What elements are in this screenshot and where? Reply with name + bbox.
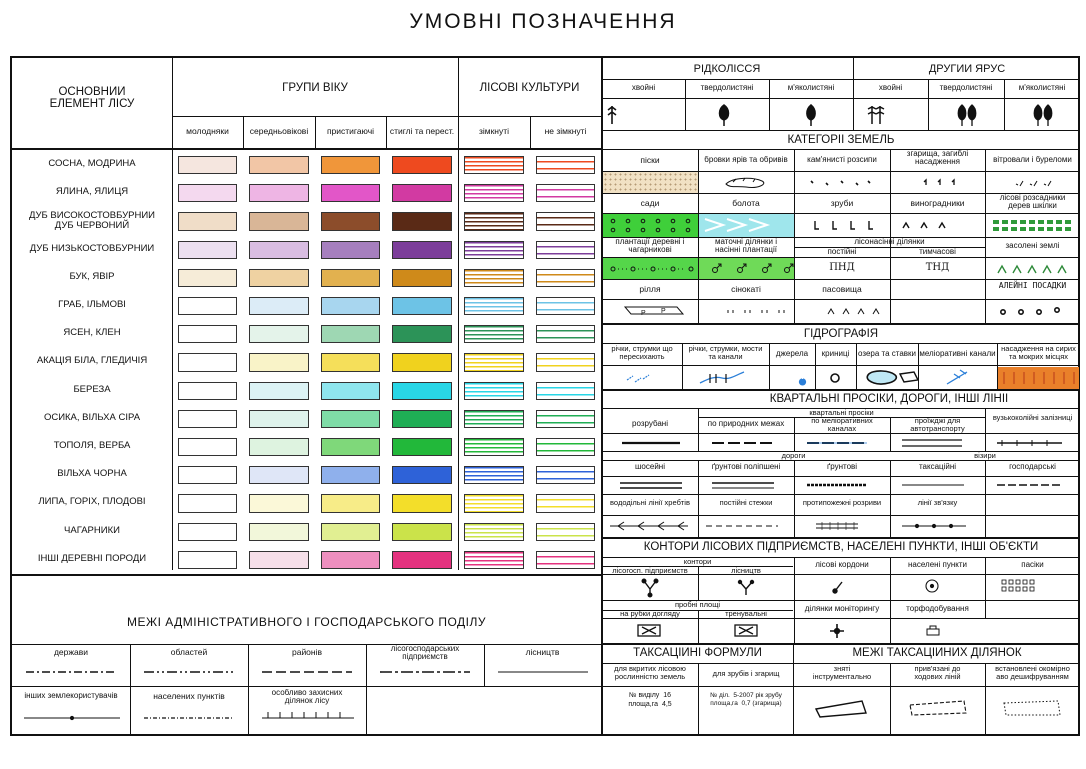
- species-name: ВІЛЬХА ЧОРНА: [57, 469, 127, 480]
- roads-natural: по природних межах: [707, 420, 785, 428]
- yarus-hardwood: твердолистяні: [939, 84, 993, 92]
- road-symbols-row3: [602, 516, 1080, 537]
- forest-culture-swatch: [464, 523, 524, 541]
- forest-culture-swatch: [536, 410, 595, 428]
- age-group-swatch: [321, 325, 380, 343]
- land-categories-title: КАТЕГОРІЇ ЗЕМЕЛЬ: [787, 134, 895, 146]
- forest-culture-swatch: [536, 269, 595, 287]
- kat-seed-plots: лісонасінні ділянки: [854, 238, 925, 246]
- forest-culture-swatch: [536, 353, 595, 371]
- grid-line: [602, 389, 1080, 391]
- kat-mother-plots: маточні ділянки і насінні плантації: [714, 238, 778, 255]
- age-group-swatch: [249, 438, 309, 456]
- subheader-premature: пристигаючі: [326, 127, 375, 136]
- forest-culture-swatch: [536, 523, 595, 541]
- kat-windfall: вітровали і буреломи: [993, 156, 1072, 164]
- grid-line: [12, 644, 601, 645]
- hydro-symbols: [602, 366, 1080, 389]
- offices-thinning: на рубки догляду: [620, 610, 680, 618]
- land-symbols-row1: [698, 172, 1080, 193]
- forest-culture-swatch: [464, 494, 524, 512]
- formula-example-forest: № виділу 16 площа,га 4,5: [628, 692, 672, 708]
- offices-cordons: лісові кордони: [815, 561, 869, 569]
- offices-training: тренувальні: [725, 610, 767, 618]
- age-group-swatch: [249, 523, 309, 541]
- roads-narrow-rail: вузькоколійні залізниці: [992, 414, 1073, 422]
- age-group-swatch: [392, 494, 452, 512]
- age-group-swatch: [321, 241, 380, 259]
- grid-line: [602, 460, 1080, 461]
- forest-culture-swatch: [536, 382, 595, 400]
- subheader-young: молодняки: [186, 127, 229, 136]
- yarus-softwood: м'яколистяні: [1018, 84, 1066, 92]
- hydro-canals: меліоративні канали: [919, 350, 996, 358]
- species-name: БУК, ЯВІР: [69, 271, 115, 282]
- age-group-swatch: [178, 184, 237, 202]
- ridk-conifer: хвойні: [631, 84, 656, 92]
- forest-culture-swatch: [536, 184, 595, 202]
- grid-line: [602, 537, 1080, 539]
- kat-plantations: плантації деревні і чагарникові: [615, 238, 685, 255]
- age-group-swatch: [178, 297, 237, 315]
- yarus-conifer: хвойні: [878, 84, 903, 92]
- age-group-swatch: [321, 494, 380, 512]
- age-group-swatch: [392, 551, 452, 569]
- age-group-swatch: [321, 184, 380, 202]
- kat-vineyards: виноградники: [910, 199, 965, 208]
- roads-improved: ґрунтові поліпшені: [711, 463, 781, 471]
- age-groups-header: ГРУПИ ВІКУ: [282, 82, 348, 94]
- grid-line: [602, 130, 1080, 131]
- species-name: ЯСЕН, КЛЕН: [63, 328, 121, 339]
- roads-economic: господарські: [1009, 463, 1056, 471]
- boundary-tied: прив'язані до ходових ліній: [914, 665, 961, 681]
- age-group-swatch: [178, 325, 237, 343]
- forest-culture-swatch: [464, 410, 524, 428]
- roads-melioration: по меліоративних каналах: [811, 417, 873, 433]
- age-group-swatch: [249, 410, 309, 428]
- forest-culture-swatch: [536, 466, 595, 484]
- admin-label-enterprise: лісогосподарських підприємств: [390, 645, 460, 662]
- age-group-swatch: [178, 494, 237, 512]
- softwood-pair-icon: [1034, 105, 1052, 126]
- plot-boundary-symbols: [794, 687, 1080, 733]
- formulas-title: ТАКСАЦІЙНІ ФОРМУЛИ: [633, 647, 762, 659]
- grid-line: [12, 686, 601, 687]
- species-name: ДУБ ВИСОКОСТОВБУРНИЙ ДУБ ЧЕРВОНИЙ: [28, 211, 156, 232]
- age-group-swatch: [249, 382, 309, 400]
- office-symbols: [602, 575, 1080, 600]
- subheader-closed: зімкнуті: [478, 127, 510, 136]
- age-group-swatch: [178, 466, 237, 484]
- page-title: УМОВНІ ПОЗНАЧЕННЯ: [409, 10, 677, 33]
- forest-culture-swatch: [536, 494, 595, 512]
- age-group-swatch: [178, 212, 237, 230]
- admin-label-protected: особливо захисних ділянок лісу: [271, 689, 343, 706]
- seed-temporary-symbol: ТНД: [925, 262, 950, 273]
- age-group-swatch: [321, 212, 380, 230]
- main-element-header: ОСНОВНИЙ ЕЛЕМЕНТ ЛІСУ: [49, 86, 135, 111]
- age-group-swatch: [392, 438, 452, 456]
- age-group-swatch: [249, 156, 309, 174]
- forest-culture-swatch: [536, 241, 595, 259]
- age-group-swatch: [392, 523, 452, 541]
- plot-symbols: [602, 619, 1080, 643]
- forest-culture-swatch: [464, 438, 524, 456]
- forest-culture-swatch: [464, 325, 524, 343]
- species-name: ОСИКА, ВІЛЬХА СІРА: [43, 412, 141, 423]
- land-symbols-row2: [603, 214, 1080, 237]
- age-group-swatch: [249, 466, 309, 484]
- boundary-instrumental: зняті інструментально: [812, 665, 872, 681]
- species-name: ЧАГАРНИКИ: [64, 525, 120, 536]
- species-name: ЯЛИНА, ЯЛИЦЯ: [55, 187, 129, 198]
- age-group-swatch: [249, 184, 309, 202]
- age-group-swatch: [321, 523, 380, 541]
- grid-line: [12, 148, 601, 150]
- species-name: АКАЦІЯ БІЛА, ГЛЕДИЧІЯ: [36, 356, 148, 367]
- forest-culture-swatch: [464, 212, 524, 230]
- age-group-swatch: [392, 212, 452, 230]
- age-group-swatch: [321, 297, 380, 315]
- species-name: ІНШІ ДЕРЕВНІ ПОРОДИ: [37, 553, 147, 564]
- roads-dirt: ґрунтові: [826, 463, 858, 471]
- offices-forestry: лісництв: [731, 567, 761, 575]
- roads-quarter-clearings: квартальні просіки: [809, 409, 874, 417]
- hydro-drying-streams: річки, струмки що пересихають: [611, 345, 673, 361]
- tree-symbols: [602, 100, 1080, 130]
- admin-boundary-lines: [12, 658, 601, 684]
- offices-sample-plots: пробні площі: [674, 601, 721, 609]
- age-group-swatch: [178, 551, 237, 569]
- subheader-middle: середньовікові: [249, 127, 309, 136]
- age-group-swatch: [249, 297, 309, 315]
- grid-line: [602, 149, 1080, 150]
- roads-sightlines-label: візири: [974, 452, 996, 460]
- species-name: БЕРЕЗА: [73, 384, 111, 395]
- forest-culture-swatch: [464, 269, 524, 287]
- age-group-swatch: [392, 241, 452, 259]
- kat-nurseries: лісові розсадники дерев шкілки: [999, 194, 1066, 211]
- age-group-swatch: [178, 523, 237, 541]
- seed-permanent-symbol: ПНД: [829, 262, 855, 273]
- roads-firebreaks: протипожежні розриви: [802, 499, 882, 507]
- plot-boundaries-title: МЕЖІ ТАКСАЦІЙНИХ ДІЛЯНОК: [852, 647, 1022, 659]
- grid-line: [602, 98, 1080, 99]
- forest-culture-swatch: [536, 551, 595, 569]
- species-name: ТОПОЛЯ, ВЕРБА: [53, 441, 131, 451]
- age-group-swatch: [392, 410, 452, 428]
- ridk-softwood: м'яколистяні: [787, 84, 835, 92]
- grid-line: [12, 574, 601, 576]
- age-group-swatch: [178, 156, 237, 174]
- forest-culture-swatch: [536, 156, 595, 174]
- grid-line: [602, 79, 1080, 80]
- age-group-swatch: [249, 269, 309, 287]
- kat-ravines: бровки ярів та обривів: [704, 156, 788, 164]
- hydro-wet-plantings: насадження на сирих та мокрих місцях: [1001, 345, 1076, 361]
- age-group-swatch: [178, 382, 237, 400]
- species-name: ДУБ НИЗЬКОСТОВБУРНИЙ: [29, 243, 155, 254]
- sands-swatch: [603, 172, 698, 193]
- age-group-swatch: [392, 297, 452, 315]
- admin-label-state: держави: [53, 648, 89, 657]
- age-group-swatch: [178, 353, 237, 371]
- age-group-swatch: [321, 353, 380, 371]
- offices-monitoring: ділянки моніторингу: [804, 605, 880, 613]
- roads-comm-lines: лінії зв'язку: [917, 499, 958, 507]
- age-group-swatch: [249, 325, 309, 343]
- conifer-tree-icon: [608, 106, 616, 124]
- grid-line: [602, 279, 1080, 280]
- legend-sheet: [10, 56, 1080, 736]
- forest-culture-swatch: [464, 184, 524, 202]
- age-group-swatch: [392, 184, 452, 202]
- forest-culture-swatch: [464, 551, 524, 569]
- roads-vehicle: проїжджі для автотранспорту: [910, 417, 965, 433]
- age-group-swatch: [321, 551, 380, 569]
- age-group-swatch: [178, 269, 237, 287]
- age-group-swatch: [321, 410, 380, 428]
- admin-label-settlements: населених пунктів: [153, 692, 225, 701]
- offices-label: контори: [683, 558, 712, 566]
- softwood-tree-icon: [807, 105, 815, 126]
- kat-swamps: болота: [732, 199, 760, 208]
- age-group-swatch: [392, 466, 452, 484]
- kat-sands: піски: [640, 156, 660, 165]
- age-group-swatch: [321, 438, 380, 456]
- formula-example-clearcut: № діл. 5-2007 рік зрубу площа,га 0,7 (згарища): [710, 692, 782, 708]
- forest-culture-swatch: [464, 156, 524, 174]
- roads-title: КВАРТАЛЬНІ ПРОСІКИ, ДОРОГИ, ІНШІ ЛІНІЇ: [769, 393, 1009, 405]
- forest-culture-swatch: [464, 382, 524, 400]
- forest-cultures-header: ЛІСОВІ КУЛЬТУРИ: [479, 82, 580, 94]
- roads-highway: шосейні: [635, 463, 665, 471]
- admin-label-forestry: лісництв: [525, 648, 560, 657]
- age-group-swatch: [321, 382, 380, 400]
- age-group-swatch: [392, 353, 452, 371]
- kat-hayfields: сінокаті: [731, 285, 761, 294]
- kat-saline: засолені землі: [1005, 242, 1060, 250]
- admin-label-other-users: інших землекористувачів: [24, 692, 118, 700]
- grid-line: [602, 643, 1080, 645]
- age-group-swatch: [321, 269, 380, 287]
- age-group-swatch: [249, 212, 309, 230]
- kat-seed-permanent: постійні: [827, 248, 857, 256]
- kat-pastures: пасовища: [822, 285, 862, 294]
- offices-title: КОНТОРИ ЛІСОВИХ ПІДПРИЄМСТВ, НАСЕЛЕНІ ПУНКТИ, ІНШІ ОБ'ЄКТИ: [643, 541, 1039, 553]
- formula-clearcuts: для зрубів і згарищ: [712, 670, 780, 678]
- subheader-mature: стиглі та перест.: [389, 127, 455, 136]
- age-group-swatch: [249, 494, 309, 512]
- road-symbols-row2: [602, 477, 1080, 494]
- roads-taxation: таксаційні: [918, 463, 957, 471]
- hydro-rivers: річки, струмки, мости та канали: [688, 345, 763, 361]
- conifer-pair-icon: [868, 106, 884, 124]
- admin-label-oblast: областей: [170, 648, 208, 657]
- admin-title: МЕЖІ АДМІНІСТРАТИВНОГО І ГОСПОДАРСЬКОГО ПОДІЛУ: [127, 616, 486, 629]
- forest-culture-swatch: [536, 212, 595, 230]
- forest-culture-swatch: [464, 241, 524, 259]
- grid-line: [602, 663, 1080, 664]
- admin-label-raion: районів: [291, 648, 323, 657]
- roads-watershed: вододільні лінії хребтів: [610, 499, 690, 507]
- hardwood-tree-icon: [720, 105, 729, 126]
- forest-culture-swatch: [536, 297, 595, 315]
- formula-forest-land: для вкритих лісовою рослинністю земель: [614, 665, 686, 681]
- age-group-swatch: [178, 410, 237, 428]
- hydrography-title: ГІДРОГРАФІЯ: [803, 328, 879, 340]
- kat-seed-temporary: тимчасові: [919, 248, 956, 256]
- age-group-swatch: [392, 269, 452, 287]
- age-group-swatch: [249, 353, 309, 371]
- kat-clearcuts: зруби: [830, 199, 854, 208]
- age-group-swatch: [249, 241, 309, 259]
- kat-arable: рілля: [639, 285, 661, 294]
- age-group-swatch: [178, 241, 237, 259]
- hardwood-pair-icon: [958, 105, 976, 126]
- offices-settlements: населені пункти: [907, 561, 968, 569]
- species-name: СОСНА, МОДРИНА: [48, 159, 136, 169]
- svg-text:P: P: [661, 308, 666, 315]
- hydro-springs: джерела: [775, 350, 809, 358]
- second-tier-header: ДРУГИЙ ЯРУС: [928, 64, 1006, 75]
- forest-culture-swatch: [464, 297, 524, 315]
- grid-line: [602, 323, 1080, 325]
- alley-plantings-label: АЛЕЙНІ ПОСАДКИ: [998, 281, 1067, 290]
- forest-culture-swatch: [536, 325, 595, 343]
- kat-stones: кам'янисті розсипи: [807, 156, 877, 164]
- forest-culture-swatch: [464, 353, 524, 371]
- species-name: ГРАБ, ІЛЬМОВІ: [58, 300, 126, 310]
- age-group-swatch: [392, 156, 452, 174]
- hydro-wells: криниці: [821, 350, 850, 358]
- admin-boundary-lines-2: [12, 706, 372, 730]
- ridk-hardwood: твердолистяні: [700, 84, 754, 92]
- subheader-not-closed: не зімкнуті: [544, 127, 587, 136]
- boundary-visual: встановлені окомірно аво дешифруванням: [995, 665, 1070, 681]
- forest-culture-swatch: [464, 466, 524, 484]
- age-group-swatch: [178, 438, 237, 456]
- road-symbols-row1: [602, 434, 1080, 451]
- roads-trails: постійні стежки: [719, 499, 773, 507]
- forest-culture-swatch: [536, 438, 595, 456]
- offices-peat: торфодобування: [906, 605, 969, 613]
- age-group-swatch: [321, 156, 380, 174]
- age-group-swatch: [392, 325, 452, 343]
- hydro-lakes: озера та ставки: [858, 350, 916, 358]
- grid-line: [602, 494, 1080, 495]
- svg-text:P: P: [641, 310, 646, 317]
- offices-enterprise: лісогосп. підприємств: [612, 567, 688, 575]
- age-group-swatch: [321, 466, 380, 484]
- offices-apiaries: пасіки: [1021, 561, 1044, 569]
- grid-line: [602, 343, 1080, 344]
- roads-roads-label: дороги: [781, 452, 806, 460]
- roads-cut: розрубані: [632, 420, 668, 428]
- land-symbols-row4: [603, 300, 1080, 322]
- age-group-swatch: [392, 382, 452, 400]
- age-group-swatch: [249, 551, 309, 569]
- kat-orchards: сади: [640, 199, 660, 208]
- kat-burnt: згарища, загиблі насадження: [906, 150, 969, 167]
- ridkolissya-header: РІДКОЛІССЯ: [693, 64, 761, 75]
- species-name: ЛИПА, ГОРІХ, ПЛОДОВІ: [38, 497, 146, 508]
